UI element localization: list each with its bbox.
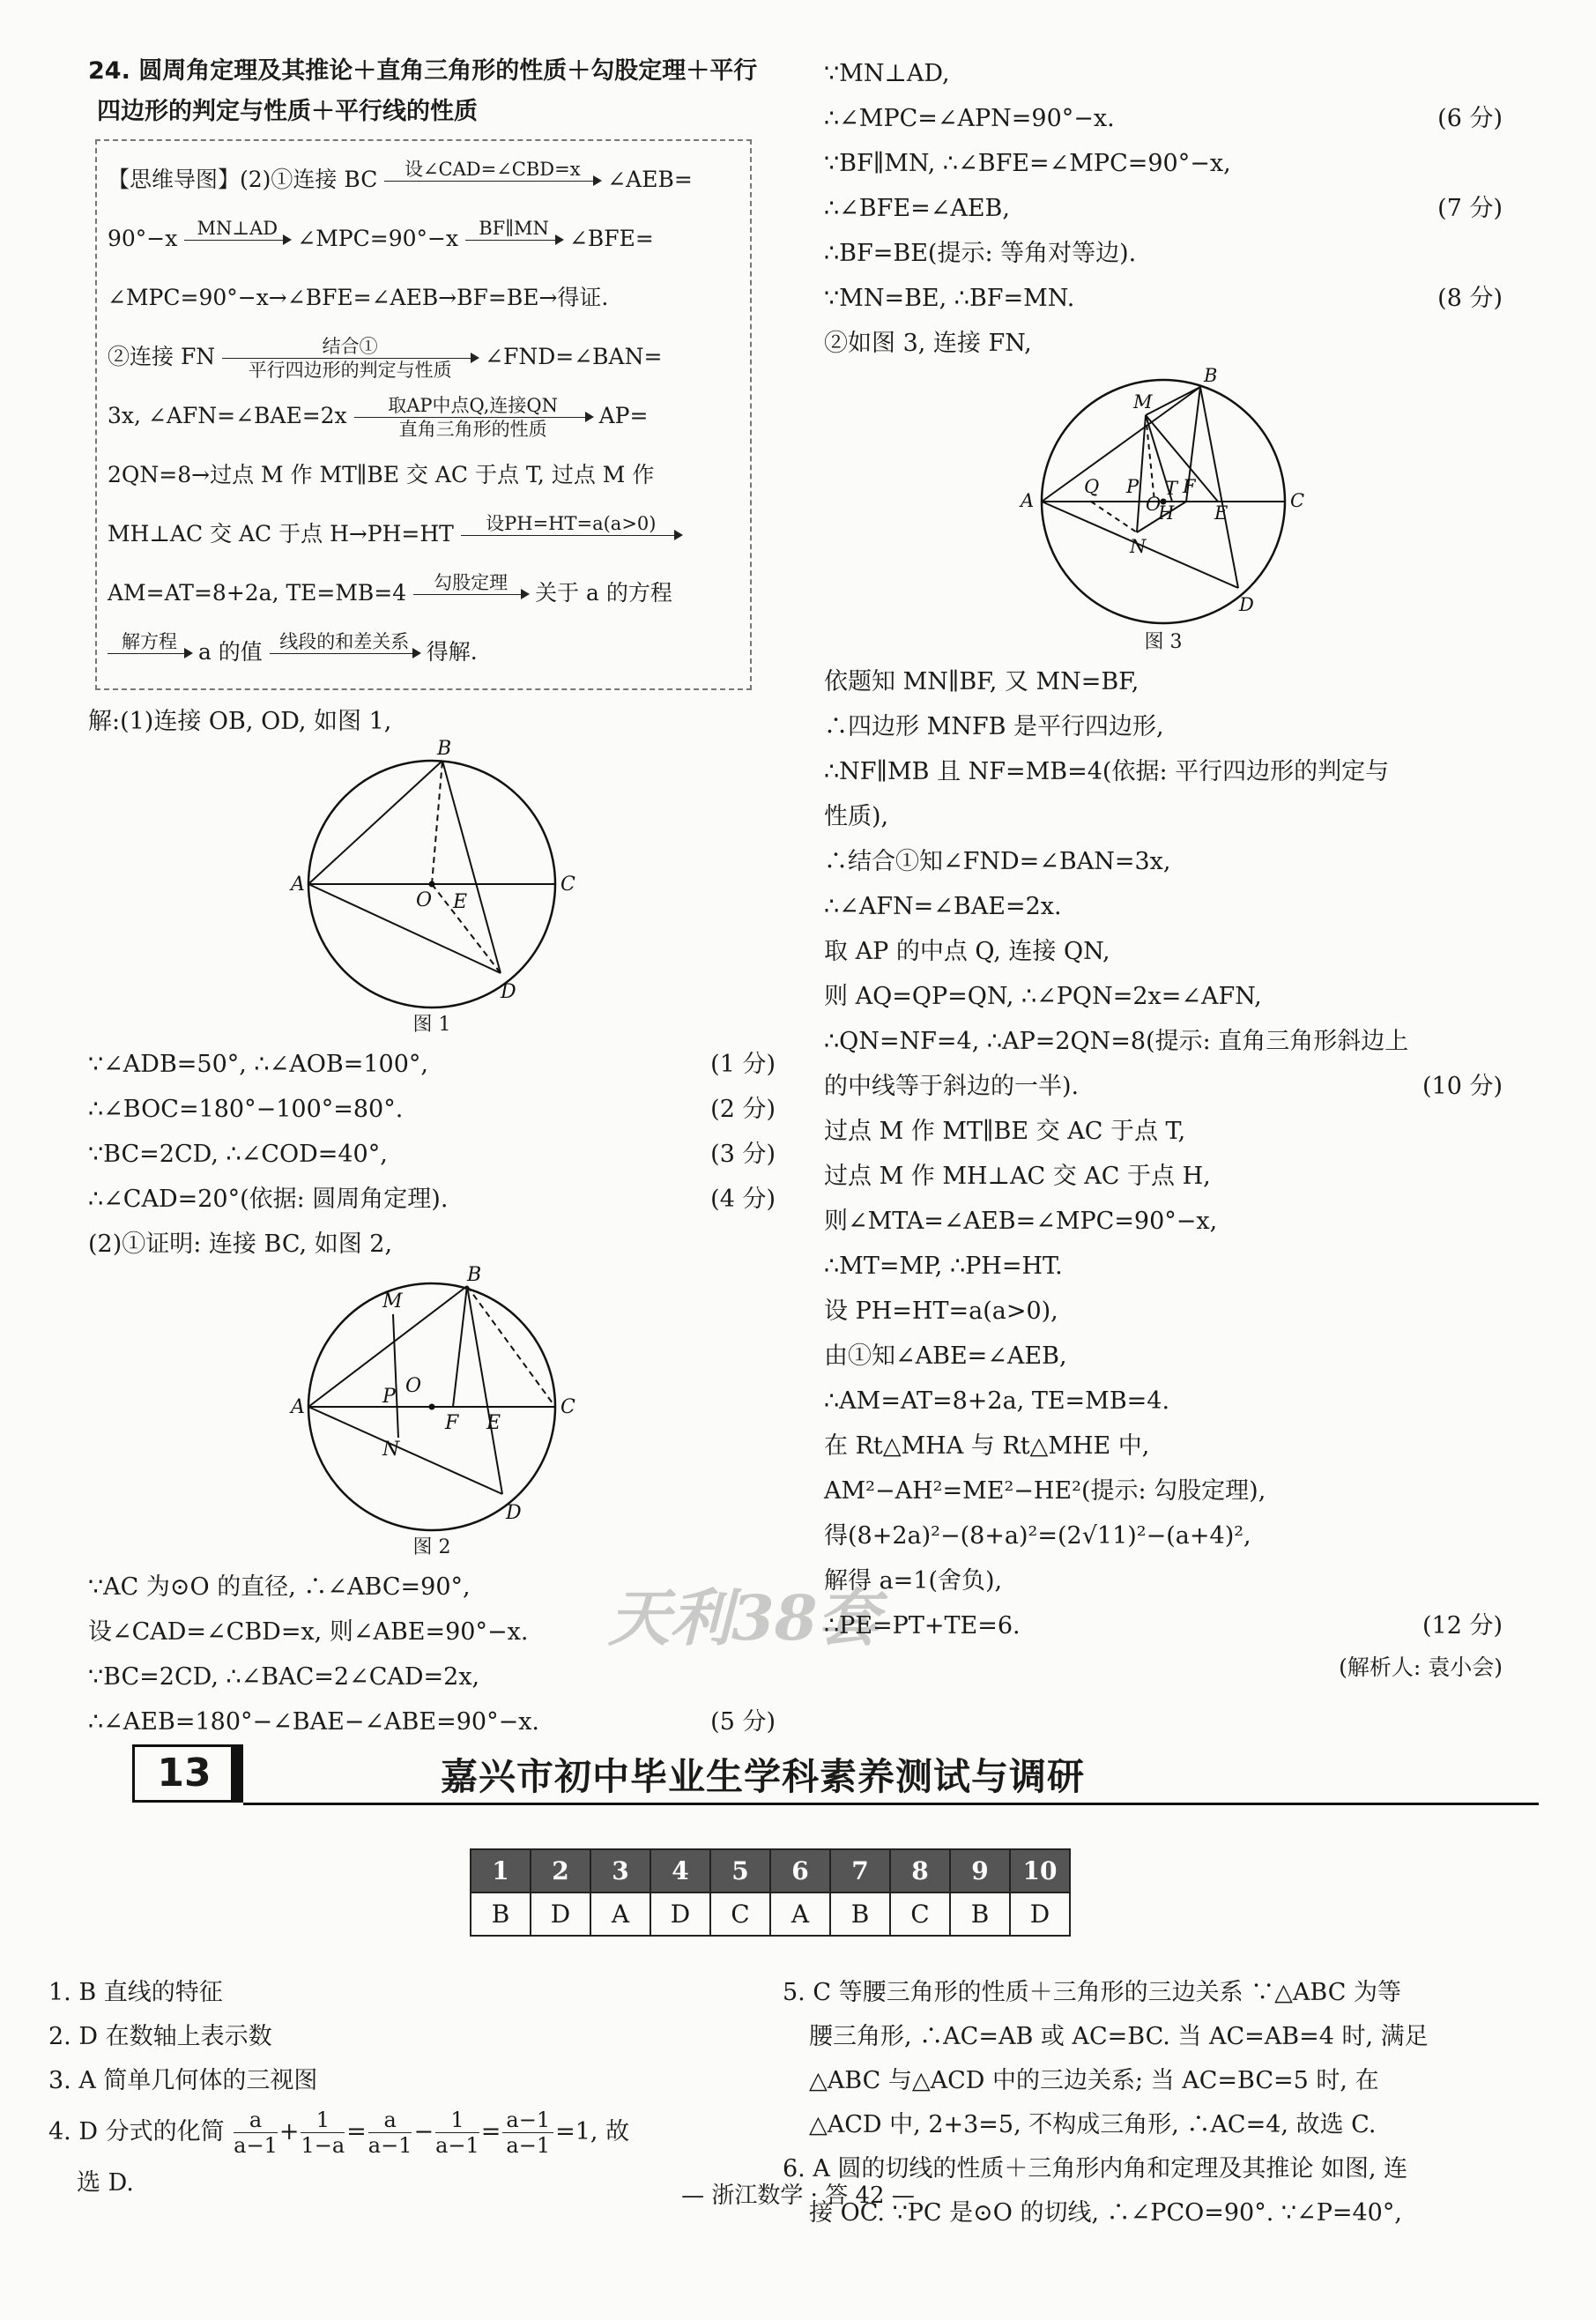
svg-text:D: D [506,1502,522,1524]
solution-intro: 解:(1)连接 OB, OD, 如图 1, [88,708,392,735]
mindmap-line-3: ∠MPC=90°−x→∠BFE=∠AEB→BF=BE→得证. [108,285,609,310]
step-line: ∴BF=BE(提示: 等角对等边). [824,240,1137,267]
step-line: ∴MT=MP, ∴PH=HT. [824,1253,1063,1280]
svg-text:H: H [1158,502,1175,524]
step-line: ∴AM=AT=8+2a, TE=MB=4. [824,1387,1170,1415]
mindmap-line-7 [108,504,739,563]
mindmap-text: MH⊥AC 交 AC 于点 H→PH=HT [108,521,454,547]
svg-text:E: E [486,1412,501,1434]
mindmap-arrow [354,394,592,441]
step-line: ∵MN=BE, ∴BF=MN. (8 分) [824,285,1503,312]
fraction: $\frac{1}{1-a}$ [301,2108,345,2158]
answer-value: A [770,1892,830,1936]
mindmap-text: ∠FND=∠BAN= [485,344,663,369]
svg-text:A: A [291,874,305,896]
answer-q2: 2. D 在数轴上表示数 [48,2023,272,2050]
answer-q5-line: 5. C 等腰三角形的性质＋三角形的三边关系 ∵△ABC 为等 [783,1979,1402,2006]
mindmap-text: ∠AEB= [607,167,693,192]
svg-text:N: N [382,1439,400,1461]
arrow-label: 平行四边形的判定与性质 [248,360,452,381]
step-line: 过点 M 作 MH⊥AC 交 AC 于点 H, [824,1163,1211,1190]
mindmap-arrow [461,512,681,559]
answer-number: 1 [471,1849,531,1892]
q24-title-line2: 四边形的判定与性质＋平行线的性质 [97,98,478,125]
answer-q6-line: 6. A 圆的切线的性质＋三角形内角和定理及其推论 如图, 连 [783,2155,1408,2182]
page-footer: — 浙江数学 · 答 42 — [681,2182,915,2209]
step-line: ∵BC=2CD, ∴∠BAC=2∠CAD=2x, [88,1663,480,1691]
svg-text:N: N [1130,536,1147,557]
svg-text:M: M [382,1290,403,1312]
section-title: 嘉兴市初中毕业生学科素养测试与调研 [441,1755,1086,1798]
step-line: ∵BC=2CD, ∴∠COD=40°, (3 分) [88,1141,776,1168]
answer-q5-line: 腰三角形, ∴AC=AB 或 AC=BC. 当 AC=AB=4 时, 满足 [809,2023,1429,2050]
svg-text:C: C [1290,490,1305,511]
left-column [88,51,776,1744]
step-line: 性质), [824,803,889,830]
step-line: ∵MN⊥AD, [824,60,950,87]
step-line: AM²−AH²=ME²−HE²(提示: 勾股定理), [824,1477,1266,1505]
mindmap-line-1 [108,150,739,209]
arrow-label: 勾股定理 [434,572,508,593]
step-line: ∴结合①知∠FND=∠BAN=3x, [824,848,1171,875]
mindmap-arrow [413,571,528,618]
answer-number: 10 [1010,1849,1070,1892]
step-line: ②如图 3, 连接 FN, [824,330,1032,357]
answer-q4: 4. D 分式的化简 $\frac{a}{a-1}$ + $\frac{1}{1-a}$ = $\frac{a}{a-1}$ − $\frac{1}{a-1}$ = $\frac{a-1}{a-1}$ =1, 故 [48,2108,630,2158]
mindmap-arrow [465,217,562,264]
steps-part2 [88,1565,776,1744]
answer-q1: 1. B 直线的特征 [48,1979,223,2006]
answer-value: D [1010,1892,1070,1936]
answer-number: 9 [950,1849,1010,1892]
answer-value: B [471,1892,531,1936]
svg-text:M: M [1133,391,1153,413]
steps-right-a [824,51,1503,366]
step-line: 的中线等于斜边的一半). (10 分) [824,1073,1503,1100]
answer-table-row [471,1892,1070,1936]
step-line: ∵AC 为⊙O 的直径, ∴∠ABC=90°, [88,1573,471,1601]
mindmap-line-8 [108,563,739,622]
step-line: ∵BF∥MN, ∴∠BFE=∠MPC=90°−x, [824,150,1231,177]
mindmap-text: 得解. [426,639,478,665]
mindmap-line-6: 2QN=8→过点 M 作 MT∥BE 交 AC 于点 T, 过点 M 作 [108,462,655,487]
answer-number: 6 [770,1849,830,1892]
svg-text:A: A [291,1396,305,1418]
steps-right-b [824,659,1503,1648]
answer-value: B [830,1892,890,1936]
mindmap-arrow [384,158,600,204]
answer-q4-line2: 选 D. [77,2169,134,2197]
svg-text:E: E [453,891,468,913]
step-line: 设 PH=HT=a(a>0), [824,1298,1058,1325]
step-line: 由①知∠ABE=∠AEB, [824,1342,1067,1370]
answer-number: 4 [650,1849,710,1892]
arrow-label: 线段的和差关系 [279,631,410,652]
fraction: $\frac{a}{a-1}$ [234,2108,278,2158]
section-header [132,1741,1410,1804]
mindmap-text: 90°−x [108,226,178,251]
svg-text:D: D [1239,594,1254,615]
svg-text:C: C [560,1396,575,1418]
answer-q6-line: 接 OC. ∵PC 是⊙O 的切线, ∴∠PCO=90°. ∵∠P=40°, [809,2199,1402,2227]
mindmap-line-2 [108,209,739,268]
figure-3-diagram [1013,365,1313,629]
svg-text:O: O [416,889,433,911]
svg-text:Q: Q [1084,476,1100,497]
mindmap-line-9 [108,622,739,681]
svg-text:B: B [437,738,452,760]
mindmap-text: AM=AT=8+2a, TE=MB=4 [108,580,407,606]
fraction: $\frac{a-1}{a-1}$ [502,2108,553,2158]
answer-table [470,1848,1071,1937]
step-line: ∴NF∥MB 且 NF=MB=4(依据: 平行四边形的判定与 [824,758,1390,785]
answer-value: C [890,1892,950,1936]
right-column [824,51,1503,1687]
mindmap-text: ∠BFE= [568,226,654,251]
svg-text:E: E [1214,502,1229,524]
figure-3-caption: 图 3 [1144,631,1183,653]
mindmap-arrow [108,630,191,677]
section-underline [243,1803,1539,1805]
mindmap-arrow [270,630,419,677]
answer-number: 2 [531,1849,590,1892]
answer-number: 8 [890,1849,950,1892]
step-line: 解得 a=1(舍负), [824,1567,1003,1595]
svg-text:T: T [1165,478,1178,499]
step-line: ∴∠CAD=20°(依据: 圆周角定理). (4 分) [88,1186,776,1213]
arrow-label: 结合① [322,336,378,357]
arrow-label: BF∥MN [479,218,549,239]
step-line: ∴四边形 MNFB 是平行四边形, [824,713,1164,740]
fraction: $\frac{1}{a-1}$ [435,2108,479,2158]
svg-text:F: F [445,1412,459,1434]
answer-number: 7 [830,1849,890,1892]
step-line: ∴∠BFE=∠AEB, (7 分) [824,195,1503,222]
step-line: 得(8+2a)²−(8+a)²=(2√11)²−(a+4)², [824,1522,1251,1550]
answer-q5-line: △ACD 中, 2+3=5, 不构成三角形, ∴AC=4, 故选 C. [809,2111,1377,2138]
mindmap-line-5 [108,386,739,445]
svg-text:B: B [467,1264,482,1286]
section-bar [231,1744,243,1803]
arrow-label: MN⊥AD [197,218,278,239]
figure-1-caption: 图 1 [412,1014,451,1036]
step-line: 则 AQ=QP=QN, ∴∠PQN=2x=∠AFN, [824,983,1262,1010]
svg-text:B: B [1204,365,1218,386]
step-line: 依题知 MN∥BF, 又 MN=BF, [824,668,1139,695]
svg-text:P: P [1126,476,1139,497]
svg-text:P: P [382,1386,396,1408]
figure-2-diagram [291,1264,575,1535]
answer-value: C [710,1892,770,1936]
mindmap-text: 关于 a 的方程 [535,580,672,606]
part2-intro: (2)①证明: 连接 BC, 如图 2, [88,1231,393,1258]
q4-head: 4. D 分式的化简 [48,2118,225,2145]
answer-number: 3 [590,1849,650,1892]
mindmap-text: ②连接 FN [108,344,216,369]
step-line: 则∠MTA=∠AEB=∠MPC=90°−x, [824,1208,1218,1235]
svg-text:C: C [560,874,575,896]
svg-text:D: D [501,981,516,1003]
q4-tail: =1, 故 [555,2118,630,2145]
svg-text:O: O [405,1375,422,1397]
arrow-label: 取AP中点Q,连接QN [388,395,558,416]
mindmap-text: ∠MPC=90°−x [297,226,459,251]
mind-map-box [95,139,752,690]
step-line: ∵∠ADB=50°, ∴∠AOB=100°, (1 分) [88,1051,776,1078]
step-line: ∴∠AEB=180°−∠BAE−∠ABE=90°−x. (5 分) [88,1708,776,1736]
step-line: 在 Rt△MHA 与 Rt△MHE 中, [824,1432,1150,1460]
step-line: ∴PE=PT+TE=6. (12 分) [824,1612,1503,1640]
mindmap-text: 【思维导图】(2)①连接 BC [108,167,378,192]
step-line: 设∠CAD=∠CBD=x, 则∠ABE=90°−x. [88,1618,529,1646]
arrow-label: 设∠CAD=∠CBD=x [404,159,581,180]
figure-1-diagram [291,738,575,1012]
arrow-label: 解方程 [122,631,177,652]
steps-part1 [88,1042,776,1222]
mindmap-line-4 [108,327,739,386]
author-credit: (解析人: 袁小会) [1339,1654,1503,1680]
answer-q5-line: △ABC 与△ACD 中的三边关系; 当 AC=BC=5 时, 在 [809,2067,1379,2094]
answer-table-header [471,1849,1070,1892]
svg-text:O: O [1146,494,1162,515]
figure-1 [88,738,776,1038]
answer-value: B [950,1892,1010,1936]
section-number: 13 [132,1744,236,1803]
answer-value: A [590,1892,650,1936]
step-line: ∴∠MPC=∠APN=90°−x. (6 分) [824,105,1503,132]
arrow-label: 直角三角形的性质 [398,419,547,440]
fraction: $\frac{a}{a-1}$ [367,2108,412,2158]
step-line: ∴∠AFN=∠BAE=2x. [824,893,1062,920]
answer-q3: 3. A 简单几何体的三视图 [48,2067,318,2094]
mindmap-text: 3x, ∠AFN=∠BAE=2x [108,403,347,428]
figure-2-caption: 图 2 [412,1536,451,1558]
mindmap-text: a 的值 [197,639,263,665]
arrow-label: 设PH=HT=a(a>0) [486,513,657,534]
mindmap-arrow [184,217,290,264]
mindmap-text: AP= [598,403,649,428]
figure-3 [824,365,1503,656]
svg-text:F: F [1183,476,1196,497]
answer-number: 5 [710,1849,770,1892]
bottom-left-column [48,1971,762,2205]
answer-value: D [650,1892,710,1936]
answer-value: D [531,1892,590,1936]
step-line: ∴QN=NF=4, ∴AP=2QN=8(提示: 直角三角形斜边上 [824,1028,1409,1055]
svg-text:A: A [1021,490,1035,511]
watermark: 天利38套 [608,1581,880,1654]
q24-title: 24. 圆周角定理及其推论＋直角三角形的性质＋勾股定理＋平行 [88,57,758,85]
figure-2 [88,1264,776,1561]
mindmap-arrow [222,335,478,382]
step-line: 过点 M 作 MT∥BE 交 AC 于点 T, [824,1118,1186,1145]
step-line: ∴∠BOC=180°−100°=80°. (2 分) [88,1096,776,1123]
step-line: 取 AP 的中点 Q, 连接 QN, [824,938,1110,965]
